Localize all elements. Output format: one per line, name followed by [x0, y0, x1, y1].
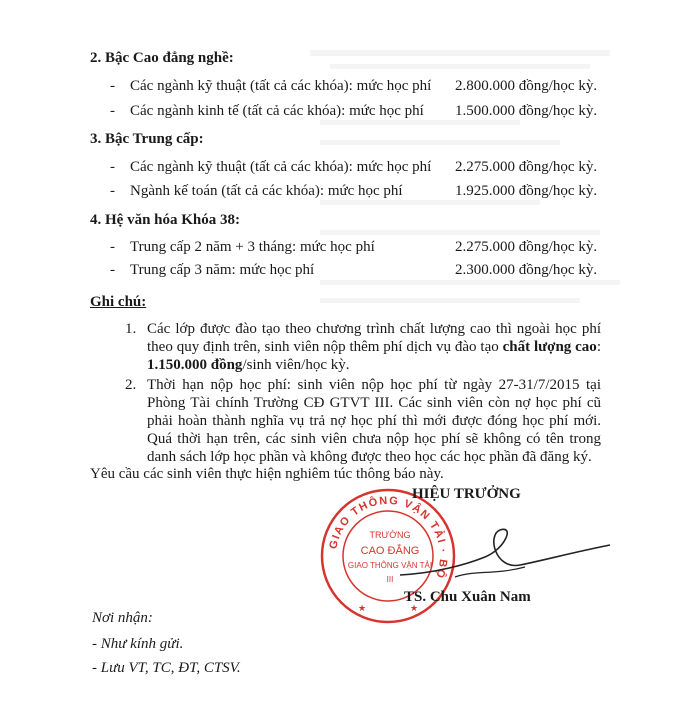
- note-item: [125, 320, 601, 376]
- fee-row: [110, 262, 610, 282]
- fee-amount: 2.275.000 đồng/học kỳ.: [455, 159, 598, 175]
- bullet-dash: -: [110, 239, 115, 255]
- fee-amount: 2.800.000 đồng/học kỳ.: [455, 78, 598, 94]
- fee-description: Trung cấp 2 năm + 3 tháng: mức học phí: [130, 239, 375, 255]
- fee-description: Trung cấp 3 năm: mức học phí: [130, 262, 315, 278]
- bullet-dash: -: [110, 183, 115, 199]
- fee-row: [110, 239, 610, 259]
- section-heading-trung-cap: 3. Bậc Trung cấp:: [90, 131, 204, 147]
- fee-amount: 1.925.000 đồng/học kỳ.: [455, 183, 598, 199]
- fee-amount: 1.500.000 đồng/học kỳ.: [455, 103, 598, 119]
- note-body: Thời hạn nộp học phí: sinh viên nộp học phí từ ngày 27-31/7/2015 tại Phòng Tài chính Trường CĐ GTVT III. Các sinh viên còn nợ học phí cũ phải hoàn thành nghĩa vụ trả nợ học phí thì mới được đóng học phí mới. Quá thời hạn trên, các sinh viên chưa nộp học phí sẽ không có tên trong danh sách lớp học phần và không được theo học các học phần đã đăng ký.: [147, 377, 601, 465]
- bullet-dash: -: [110, 78, 115, 94]
- note-text: Các lớp được đào tạo theo chương trình chất lượng cao thì ngoài học phí theo quy định trên, sinh viên nộp thêm phí dịch vụ đào tạo: [147, 321, 601, 355]
- recipients-label: Nơi nhận:: [92, 610, 153, 626]
- svg-text:GIAO THÔNG VẬN TẢI · BỘ: GIAO THÔNG VẬN TẢI · BỘ: [327, 494, 450, 581]
- handwritten-signature: [395, 515, 615, 595]
- fee-description: Các ngành kỹ thuật (tất cả các khóa): mức học phí: [130, 78, 432, 94]
- note-number: 1.: [125, 321, 137, 337]
- svg-text:TRƯỜNG: TRƯỜNG: [369, 530, 411, 540]
- recipient-item: - Lưu VT, TC, ĐT, CTSV.: [92, 660, 241, 676]
- fee-row: [110, 159, 610, 179]
- notes-title: Ghi chú:: [90, 294, 147, 310]
- section-heading-van-hoa: 4. Hệ văn hóa Khóa 38:: [90, 212, 241, 228]
- recipient-item: - Như kính gửi.: [92, 636, 184, 652]
- note-colon: :: [596, 339, 601, 355]
- fee-row: [110, 103, 610, 123]
- bullet-dash: -: [110, 103, 115, 119]
- svg-text:GIAO THÔNG VẬN TẢI: GIAO THÔNG VẬN TẢI: [347, 561, 433, 570]
- fee-amount: 2.275.000 đồng/học kỳ.: [455, 239, 598, 255]
- fee-description: Các ngành kinh tế (tất cả các khóa): mức học phí: [130, 103, 424, 119]
- note-body: [147, 320, 601, 374]
- signatory-title: HIỆU TRƯỞNG: [412, 486, 521, 502]
- note-number: 2.: [125, 377, 137, 393]
- bullet-dash: -: [110, 262, 115, 278]
- svg-text:III: III: [386, 575, 394, 584]
- closing-statement: Yêu cầu các sinh viên thực hiện nghiêm túc thông báo này.: [90, 466, 444, 482]
- svg-text:★: ★: [358, 603, 367, 613]
- fee-row: [110, 78, 610, 98]
- bullet-dash: -: [110, 159, 115, 175]
- note-item: [125, 376, 601, 465]
- note-suffix: /sinh viên/học kỳ.: [242, 357, 350, 373]
- section-heading-cao-dang-nghe: 2. Bậc Cao đẳng nghề:: [90, 50, 234, 66]
- signatory-name: TS. Chu Xuân Nam: [404, 589, 531, 605]
- fee-description: Ngành kế toán (tất cả các khóa): mức học phí: [130, 183, 403, 199]
- svg-text:★: ★: [410, 603, 419, 613]
- note-amount: 1.150.000 đồng: [147, 357, 243, 373]
- svg-text:CAO ĐẲNG: CAO ĐẲNG: [360, 545, 420, 557]
- fee-description: Các ngành kỹ thuật (tất cả các khóa): mức học phí: [130, 159, 432, 175]
- fee-amount: 2.300.000 đồng/học kỳ.: [455, 262, 598, 278]
- fee-row: [110, 183, 610, 203]
- note-emphasis: chất lượng cao: [502, 339, 597, 355]
